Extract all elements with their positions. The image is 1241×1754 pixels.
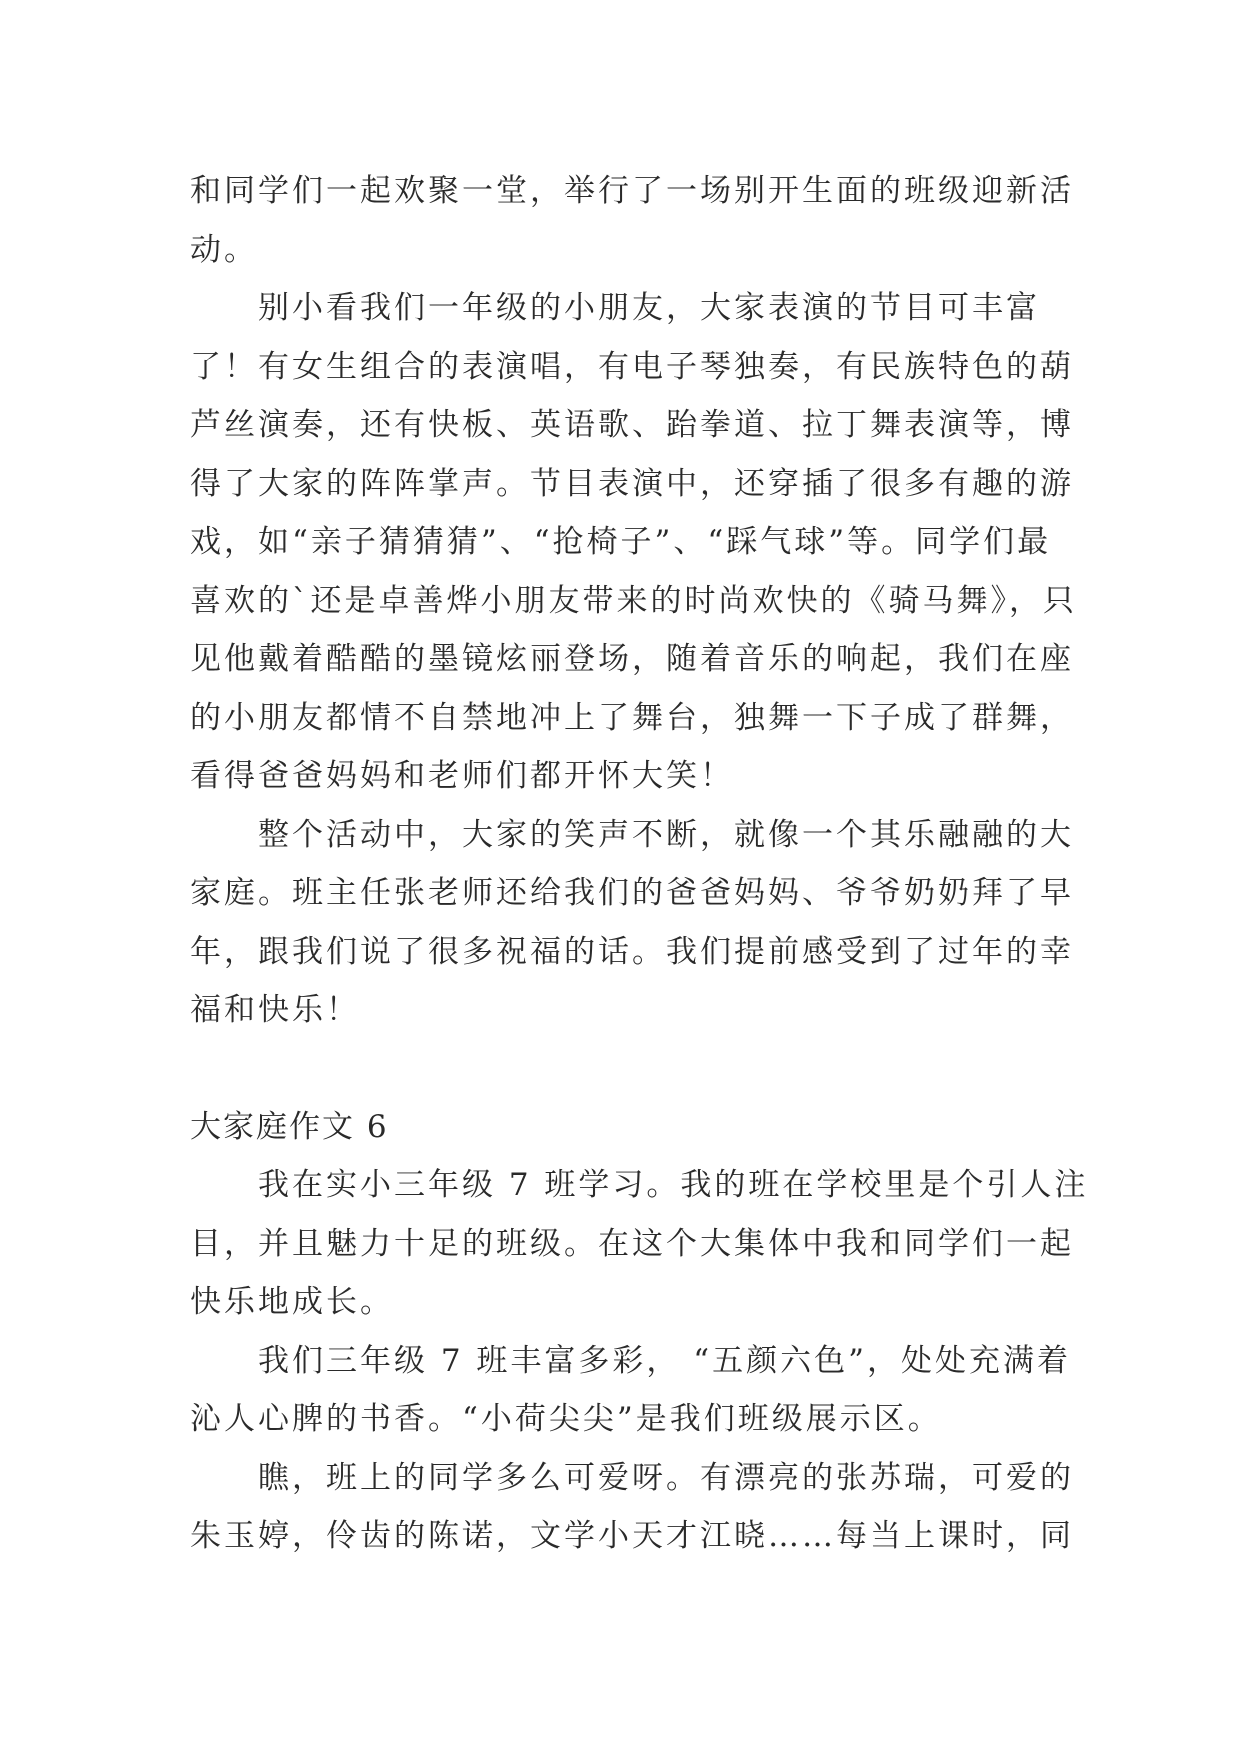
paragraph-performances (190, 279, 1077, 806)
text-line: 的小朋友都情不自禁地冲上了舞台，独舞一下子成了群舞， (190, 699, 1074, 736)
text-line: 整个活动中，大家的笑声不断，就像一个其乐融融的大 (258, 816, 1074, 853)
text-line: 动。 (190, 231, 258, 268)
text-line: 快乐地成长。 (190, 1284, 394, 1320)
text-line: 芦丝演奏，还有快板、英语歌、跆拳道、拉丁舞表演等，博 (190, 407, 1074, 443)
text-line: 得了大家的阵阵掌声。节目表演中，还穿插了很多有趣的游 (190, 465, 1074, 502)
text-line: 了！有女生组合的表演唱，有电子琴独奏，有民族特色的葫 (190, 348, 1074, 385)
paragraph-class-colors (190, 1332, 1071, 1449)
paragraph-family (190, 806, 1074, 1040)
text-line: 戏，如“亲子猜猜猜”、“抢椅子”、“踩气球”等。同学们最 (190, 524, 1052, 560)
text-line: 别小看我们一年级的小朋友，大家表演的节目可丰富 (258, 290, 1040, 326)
text-line: 喜欢的`还是卓善烨小朋友带来的时尚欢快的《骑马舞》，只 (190, 582, 1077, 619)
text-line: 看得爸爸妈妈和老师们都开怀大笑！ (190, 758, 734, 794)
text-line: 福和快乐！ (190, 992, 360, 1028)
section-spacer (190, 1040, 1052, 1098)
text-line: 年，跟我们说了很多祝福的话。我们提前感受到了过年的幸 (190, 933, 1074, 970)
intro-paragraph (190, 162, 1074, 279)
section-heading: 大家庭作文 6 (190, 1108, 389, 1145)
text-line: 和同学们一起欢聚一堂，举行了一场别开生面的班级迎新活 (190, 173, 1074, 209)
document-body (190, 162, 1089, 1566)
text-line: 朱玉婷，伶齿的陈诺，文学小天才江晓……每当上课时，同 (190, 1518, 1074, 1554)
text-line: 目，并且魅力十足的班级。在这个大集体中我和同学们一起 (190, 1225, 1074, 1262)
text-line: 瞧，班上的同学多么可爱呀。有漂亮的张苏瑞，可爱的 (258, 1459, 1074, 1496)
text-line: 我在实小三年级 7 班学习。我的班在学校里是个引人注 (258, 1167, 1089, 1203)
text-line: 家庭。班主任张老师还给我们的爸爸妈妈、爷爷奶奶拜了早 (190, 875, 1074, 911)
paragraph-classmates (190, 1449, 1074, 1566)
text-line: 沁人心脾的书香。“小荷尖尖”是我们班级展示区。 (190, 1401, 942, 1437)
text-line: 我们三年级 7 班丰富多彩， “五颜六色”，处处充满着 (258, 1342, 1071, 1379)
text-line: 见他戴着酷酷的墨镜炫丽登场，随着音乐的响起，我们在座 (190, 641, 1074, 677)
paragraph-class-intro (190, 1156, 1089, 1332)
